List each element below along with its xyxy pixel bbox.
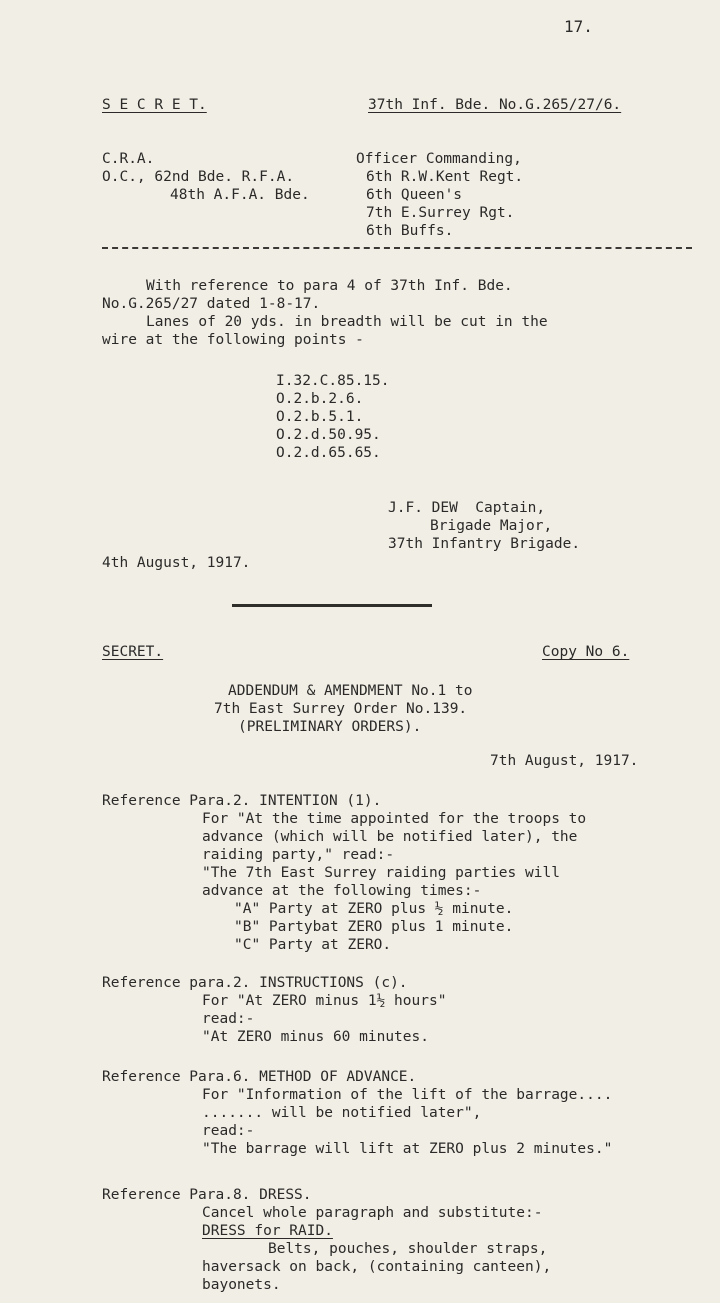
copy-number: Copy No 6. (542, 644, 630, 660)
reference-2-heading: Reference para.2. INSTRUCTIONS (c). (102, 975, 408, 991)
reference-3-line-4: "The barrage will lift at ZERO plus 2 minutes." (202, 1141, 613, 1157)
addressee-right-1: Officer Commanding, (356, 151, 522, 167)
addressee-right-5: 6th Buffs. (366, 223, 454, 239)
reference-4-line-1: Cancel whole paragraph and substitute:- (202, 1205, 543, 1221)
separator-rule (232, 604, 432, 607)
addendum-title-2: 7th East Surrey Order No.139. (214, 701, 468, 717)
addressee-left-3: 48th A.F.A. Bde. (170, 187, 310, 203)
reference-1-line-5: advance at the following times:- (202, 883, 482, 899)
body-line-1: With reference to para 4 of 37th Inf. Bde. (146, 278, 513, 294)
reference-3-heading: Reference Para.6. METHOD OF ADVANCE. (102, 1069, 417, 1085)
memo-reference: 37th Inf. Bde. No.G.265/27/6. (368, 97, 622, 113)
reference-2-line-1: For "At ZERO minus 1½ hours" (202, 993, 447, 1009)
addendum-date: 7th August, 1917. (490, 753, 639, 769)
body-line-3: Lanes of 20 yds. in breadth will be cut in the (146, 314, 548, 330)
classification-secret: S E C R E T. (102, 97, 207, 113)
dress-line-1: Belts, pouches, shoulder straps, (268, 1241, 548, 1257)
dress-subheading: DRESS for RAID. (202, 1223, 333, 1239)
map-point-4: O.2.d.50.95. (276, 427, 381, 443)
reference-1-line-2: advance (which will be notified later), the (202, 829, 578, 845)
reference-1-line-8: "C" Party at ZERO. (234, 937, 392, 953)
addressee-right-3: 6th Queen's (366, 187, 463, 203)
addressee-right-4: 7th E.Surrey Rgt. (366, 205, 515, 221)
reference-1-heading: Reference Para.2. INTENTION (1). (102, 793, 382, 809)
reference-1-line-1: For "At the time appointed for the troops to (202, 811, 587, 827)
reference-1-line-4: "The 7th East Surrey raiding parties will (202, 865, 560, 881)
reference-4-heading: Reference Para.8. DRESS. (102, 1187, 312, 1203)
reference-2-line-3: "At ZERO minus 60 minutes. (202, 1029, 429, 1045)
map-point-1: I.32.C.85.15. (276, 373, 390, 389)
addressee-right-2: 6th R.W.Kent Regt. (366, 169, 524, 185)
addressee-left-1: C.R.A. (102, 151, 155, 167)
reference-1-line-3: raiding party," read:- (202, 847, 395, 863)
dashed-divider (102, 247, 692, 249)
memo-date: 4th August, 1917. (102, 555, 251, 571)
classification-secret-2: SECRET. (102, 644, 164, 660)
signature-unit: 37th Infantry Brigade. (388, 536, 581, 552)
reference-2-line-2: read:- (202, 1011, 255, 1027)
map-point-2: O.2.b.2.6. (276, 391, 364, 407)
reference-3-line-1: For "Information of the lift of the barrage.... (202, 1087, 613, 1103)
reference-1-line-7: "B" Partybat ZERO plus 1 minute. (234, 919, 514, 935)
reference-3-line-3: read:- (202, 1123, 255, 1139)
reference-1-line-6: "A" Party at ZERO plus ½ minute. (234, 901, 514, 917)
page-number: 17. (564, 17, 593, 36)
signature-rank: Brigade Major, (430, 518, 553, 534)
map-point-5: O.2.d.65.65. (276, 445, 381, 461)
map-point-3: O.2.b.5.1. (276, 409, 364, 425)
dress-line-3: bayonets. (202, 1277, 281, 1293)
signature-name: J.F. DEW Captain, (388, 500, 546, 516)
addressee-left-2: O.C., 62nd Bde. R.F.A. (102, 169, 295, 185)
body-line-2: No.G.265/27 dated 1-8-17. (102, 296, 321, 312)
dress-line-2: haversack on back, (containing canteen), (202, 1259, 552, 1275)
body-line-4: wire at the following points - (102, 332, 364, 348)
reference-3-line-2: ....... will be notified later", (202, 1105, 482, 1121)
addendum-title-3: (PRELIMINARY ORDERS). (238, 719, 422, 735)
addendum-title-1: ADDENDUM & AMENDMENT No.1 to (228, 683, 473, 699)
